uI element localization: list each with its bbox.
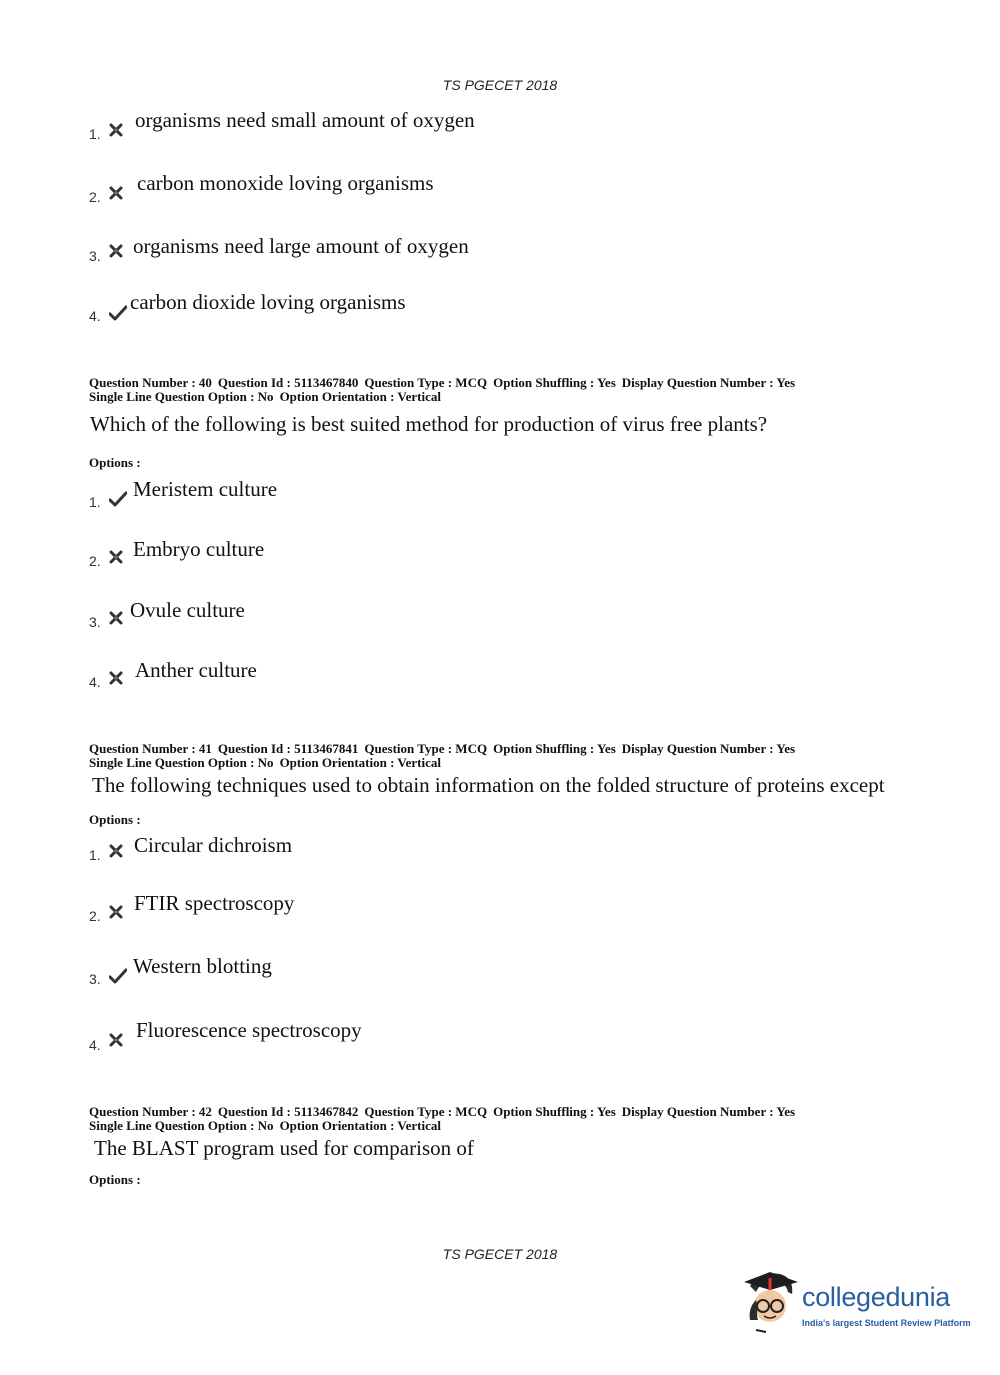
options-label: Options : xyxy=(89,812,141,827)
question-meta-line-2 xyxy=(89,1119,801,1133)
question-text: Which of the following is best suited method for production of virus free plants? xyxy=(90,412,768,436)
option-text: FTIR spectroscopy xyxy=(134,891,295,915)
cross-icon xyxy=(109,611,125,627)
question-meta-line-1 xyxy=(89,1105,801,1119)
meta-field: Question Number : 41 xyxy=(89,741,212,756)
question-meta xyxy=(89,376,801,404)
option-number: 1. xyxy=(89,494,101,510)
option-text: organisms need large amount of oxygen xyxy=(133,234,469,258)
option-number: 4. xyxy=(89,674,101,690)
option-number: 2. xyxy=(89,908,101,924)
option-text: Meristem culture xyxy=(133,477,278,501)
logo-tagline: India's largest Student Review Platform xyxy=(802,1318,971,1328)
option-number: 1. xyxy=(89,126,101,142)
collegedunia-logo xyxy=(740,1268,970,1340)
option-text: Fluorescence spectroscopy xyxy=(136,1018,362,1042)
option-text: Circular dichroism xyxy=(134,833,293,857)
option-text: carbon dioxide loving organisms xyxy=(130,290,406,314)
option-number: 2. xyxy=(89,553,101,569)
option-text: Embryo culture xyxy=(133,537,265,561)
option-number: 1. xyxy=(89,847,101,863)
option-text: carbon monoxide loving organisms xyxy=(137,171,434,195)
option-number: 3. xyxy=(89,614,101,630)
student-mascot-logo-icon xyxy=(740,1268,800,1338)
question-meta-line-2 xyxy=(89,756,801,770)
meta-field: Display Question Number : Yes xyxy=(621,375,796,390)
cross-icon xyxy=(109,244,125,260)
meta-field: Option Orientation : Vertical xyxy=(279,389,441,404)
meta-field: Question Type : MCQ xyxy=(364,741,488,756)
meta-field: Option Shuffling : Yes xyxy=(493,741,616,756)
check-icon xyxy=(109,491,125,507)
option-text: Ovule culture xyxy=(130,598,245,622)
meta-field: Question Id : 5113467840 xyxy=(217,375,359,390)
option-number: 3. xyxy=(89,971,101,987)
check-icon xyxy=(109,968,125,984)
options-label: Options : xyxy=(89,1172,141,1187)
meta-field: Option Shuffling : Yes xyxy=(493,1104,616,1119)
option-number: 3. xyxy=(89,248,101,264)
cross-icon xyxy=(109,1033,125,1049)
meta-field: Single Line Question Option : No xyxy=(89,1118,274,1133)
meta-field: Question Type : MCQ xyxy=(364,375,488,390)
option-text: Western blotting xyxy=(133,954,272,978)
cross-icon xyxy=(109,671,125,687)
option-number: 2. xyxy=(89,189,101,205)
meta-field: Option Shuffling : Yes xyxy=(493,375,616,390)
meta-field: Single Line Question Option : No xyxy=(89,755,274,770)
meta-field: Question Id : 5113467842 xyxy=(217,1104,359,1119)
option-number: 4. xyxy=(89,1037,101,1053)
page-footer: TS PGECET 2018 xyxy=(442,1246,558,1262)
meta-field: Question Type : MCQ xyxy=(364,1104,488,1119)
meta-field: Single Line Question Option : No xyxy=(89,389,274,404)
cross-icon xyxy=(109,905,125,921)
question-meta-line-1 xyxy=(89,742,801,756)
cross-icon xyxy=(109,844,125,860)
option-number: 4. xyxy=(89,308,101,324)
page-header: TS PGECET 2018 xyxy=(442,77,558,93)
meta-field: Display Question Number : Yes xyxy=(621,741,796,756)
question-meta-line-1 xyxy=(89,376,801,390)
options-label: Options : xyxy=(89,455,141,470)
meta-field: Question Number : 40 xyxy=(89,375,212,390)
check-icon xyxy=(109,305,125,321)
meta-field: Option Orientation : Vertical xyxy=(279,1118,441,1133)
option-text: organisms need small amount of oxygen xyxy=(135,108,475,132)
question-meta-line-2 xyxy=(89,390,801,404)
cross-icon xyxy=(109,550,125,566)
question-text: The BLAST program used for comparison of xyxy=(94,1136,474,1160)
question-text: The following techniques used to obtain information on the folded structure of proteins except xyxy=(92,773,885,797)
option-text: Anther culture xyxy=(135,658,257,682)
cross-icon xyxy=(109,123,125,139)
question-meta xyxy=(89,1105,801,1133)
meta-field: Question Number : 42 xyxy=(89,1104,212,1119)
meta-field: Display Question Number : Yes xyxy=(621,1104,796,1119)
meta-field: Option Orientation : Vertical xyxy=(279,755,441,770)
meta-field: Question Id : 5113467841 xyxy=(217,741,359,756)
question-meta xyxy=(89,742,801,770)
logo-name: collegedunia xyxy=(802,1282,951,1312)
cross-icon xyxy=(109,186,125,202)
